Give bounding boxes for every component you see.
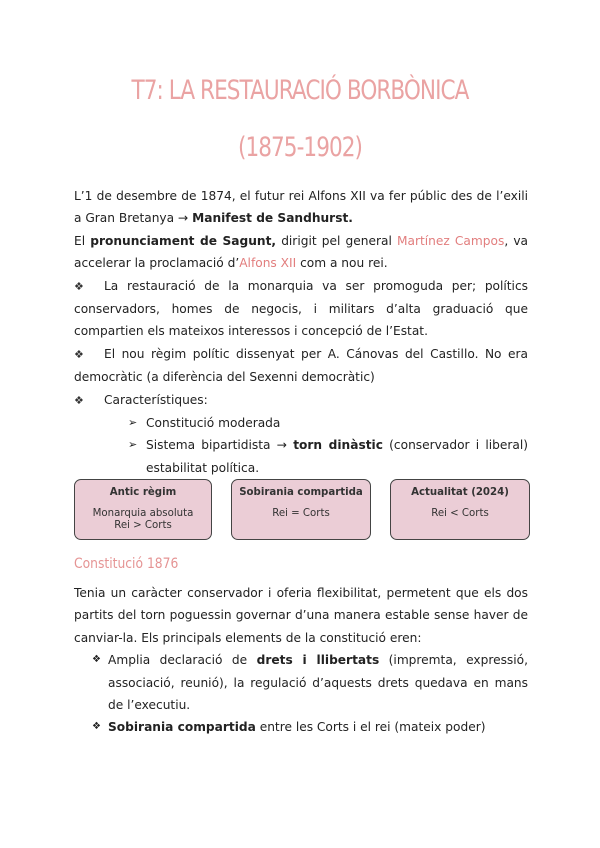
manifest-bold: Manifest de Sandhurst. <box>192 211 353 226</box>
box-heading: Sobirania compartida <box>239 487 363 498</box>
intro-text-2d: com a nou rei. <box>300 256 388 271</box>
intro-section <box>74 185 528 479</box>
list-item <box>74 649 528 716</box>
intro-text-2b: dirigit pel general <box>281 233 392 248</box>
sub-bullet-text-b: (conservador i liberal) estabilitat política. <box>146 438 528 475</box>
alfons-xii-highlight: Alfons XII <box>239 256 297 271</box>
arrow-bullet-icon: ➢ <box>128 416 138 430</box>
bullet-text-a: Amplia declaració de <box>108 653 248 668</box>
box-heading: Actualitat (2024) <box>411 487 509 498</box>
arrow-bullet-icon: ➢ <box>128 438 138 452</box>
intro-text-1: L’1 de desembre de 1874, el futur rei Alfons XII va fer públic des de l’exili a Gran Bretanya → <box>74 189 528 226</box>
list-item <box>74 389 528 412</box>
pronunciament-bold: pronunciament de Sagunt, <box>90 233 277 248</box>
diamond-bullet-icon: ❖ <box>92 721 101 733</box>
box-line: Rei < Corts <box>431 508 489 519</box>
comparison-boxes <box>74 479 528 541</box>
intro-text-2a: El <box>74 233 86 248</box>
constitution-paragraph: Tenia un caràcter conservador i oferia flexibilitat, permetent que els dos partits del torn poguessin governar d’una manera estable sense haver de canviar-la. Els principals elements de la constitució eren: <box>74 586 528 645</box>
page-title: T7: LA RESTAURACIÓ BORBÒNICA <box>131 75 469 106</box>
box-sobirania-compartida <box>231 479 371 540</box>
list-item <box>74 343 528 389</box>
section-heading: Constitució 1876 <box>74 556 179 572</box>
bullet-text-b: (impremta, expressió, associació, reunió), la regulació d’aquests drets quedava en mans de l’executiu. <box>108 653 529 713</box>
sub-bullet-text-a: Sistema bipartidista → <box>146 438 287 453</box>
box-line: Rei > Corts <box>114 520 172 531</box>
box-heading: Antic règim <box>109 487 177 498</box>
list-item <box>74 716 528 738</box>
bullet-text <box>92 649 528 716</box>
constitution-section <box>74 582 528 739</box>
sub-list-item <box>74 434 528 479</box>
box-line: Monarquia absoluta <box>92 508 194 519</box>
drets-llibertats-bold: drets i llibertats <box>256 653 380 668</box>
bullet-text: El nou règim polític dissenyat per A. Cánovas del Castillo. No era democràtic (a diferència del Sexenni democràtic) <box>74 346 528 385</box>
box-actualitat <box>390 479 530 540</box>
intro-text-2c: , va accelerar la proclamació d’ <box>74 233 529 271</box>
sub-bullet-text <box>128 434 528 479</box>
diamond-bullet-icon: ❖ <box>92 654 101 666</box>
page-subtitle-dates: (1875-1902) <box>237 132 363 163</box>
sub-bullet-text: Constitució moderada <box>146 416 281 431</box>
bullet-text-b: entre les Corts i el rei (mateix poder) <box>259 720 486 735</box>
bullet-text: La restauració de la monarquia va ser promoguda per; polítics conservadors, homes de negocis, i militars d’alta graduació que compartien els mateixos interessos i concepció de l’Estat. <box>74 278 528 339</box>
torn-dinastic-bold: torn dinàstic <box>293 438 383 453</box>
intro-paragraph-1 <box>74 185 528 230</box>
diamond-bullet-icon: ❖ <box>74 393 84 407</box>
list-item <box>74 275 528 343</box>
bullet-text <box>92 716 528 738</box>
bullet-text: Característiques: <box>104 392 208 407</box>
sub-list-item <box>74 412 528 434</box>
diamond-bullet-icon: ❖ <box>74 347 84 361</box>
diamond-bullet-icon: ❖ <box>74 279 84 293</box>
box-line: Rei = Corts <box>272 508 330 519</box>
martinez-campos-highlight: Martínez Campos <box>397 233 505 248</box>
sobirania-bold: Sobirania compartida <box>108 720 256 735</box>
box-antic-regim <box>74 479 212 540</box>
intro-paragraph-2 <box>74 230 528 275</box>
